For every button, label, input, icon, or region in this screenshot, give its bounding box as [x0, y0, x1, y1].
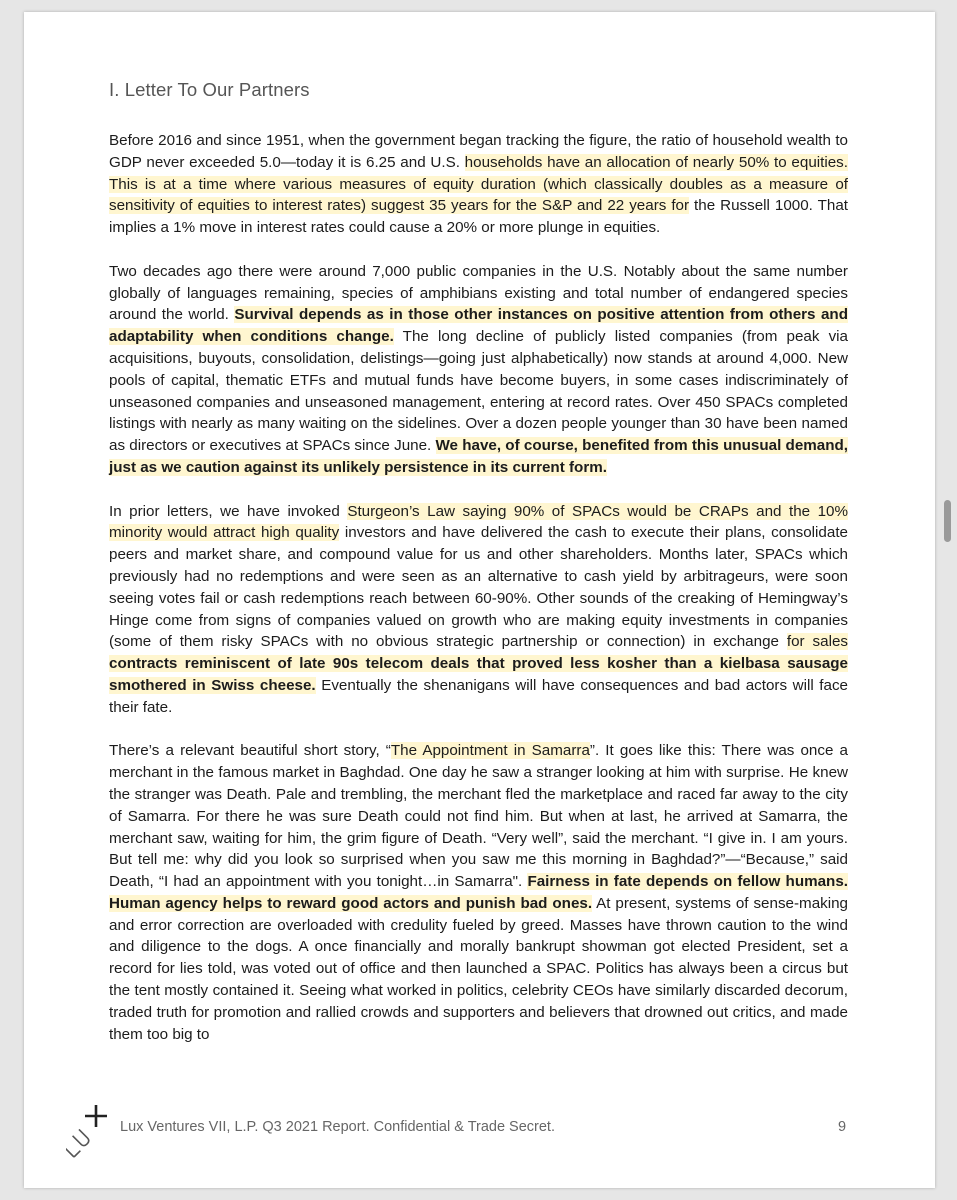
p4-highlight-1: The Appointment in Samarra [390, 742, 590, 760]
p1-text-2: the Russell 1000. That implies a 1% move in interest rates could cause a 20% or more plunge in equities. [109, 197, 848, 237]
p3-text-2: investors and have delivered the cash to execute their plans, consolidate peers and market share, and compound value for us and other shareholders. Months later, SPACs which previously had no redemptions and were seen as an alternative to cash yield by arbitrageurs, were soon seeing votes fail or cash redemptions reach between 60-90%. Other sounds of the creaking of Hemingway’s Hinge come from signs of companies valued on growth who are making equity investments in companies (some of them risky SPACs with no obvious strategic partnership or connection) in exchange [109, 524, 848, 651]
paragraph-3 [109, 501, 848, 719]
letter-body [109, 130, 848, 1045]
paragraph-4 [109, 740, 848, 1045]
document-page [24, 12, 935, 1188]
p2-text-2: The long decline of publicly listed companies [393, 328, 733, 346]
p2-text-1: Two decades ago there were around 7,000 public companies in the U.S. Notably about the same number globally of languages remaining, species of amphibians existing and total number of endangered species around the world. [109, 262, 848, 324]
p3-highlight-1: Sturgeon’s Law saying 90% of SPACs would be CRAPs and the 10% minority would attract high quality [109, 502, 848, 542]
p4-bold-1: Fairness in fate depends on fellow humans. Human agency helps to reward good actors and punish bad ones. [109, 873, 848, 912]
p1-text-1: Before 2016 and since 1951, when the government began tracking the figure, the ratio of household wealth to GDP never exceeded 5.0—today it is 6.25 and U.S. [109, 132, 848, 171]
section-title: I. Letter To Our Partners [109, 79, 310, 100]
p2-bold-1: Survival depends as in those other instances on positive attention from others and adaptability when conditions change. [109, 306, 848, 346]
p4-text-2: ”. It goes like this: There was once a merchant in the famous market in Baghdad. One day he saw a stranger looking at him with surprise. He knew the stranger was Death. Pale and trembling, the merchant fled the marketplace and raced far away to the city of Samarra. For there he was sure Death could not find him. But when at last, he arrived at Samarra, the merchant saw, waiting for him, the grim figure of Death. “Very well”, said the merchant. “I give in. I am yours. But tell me: why did you look so surprised when you saw me this morning in Baghdad?”—“Because,” said Death, “I had an appointment with you tonight…in Samarra". [109, 742, 848, 891]
p3-text-1: In prior letters, we have invoked [109, 502, 348, 520]
footer-text: Lux Ventures VII, L.P. Q3 2021 Report. Confidential & Trade Secret. [120, 1119, 555, 1135]
p2-bold-2: We have, of course, benefited from this unusual demand, just as we caution against its unlikely persistence in its current form. [109, 437, 848, 476]
scrollbar-thumb[interactable] [944, 500, 951, 542]
paragraph-2 [109, 261, 848, 479]
p2-text-3: (from peak via acquisitions, buyouts, consolidation, delistings—going just alphabetically) now stands at around 4,000. New pools of capital, thematic ETFs and mutual funds have become buyers, in some cases indiscriminately of unseasoned companies and unseasoned management, entering at record rates. Over 450 SPACs completed listings with nearly as many waiting on the sidelines. Over a dozen people younger than 30 have been named as directors or executives at SPACs since June. [109, 328, 848, 455]
p4-text-3: At present, systems of sense-making and error correction are overloaded with credulity fueled by greed. Masses have thrown caution to the wind and diligence to the dogs. A once financially and morally bankrupt showman got elected President, set a record for lies told, was voted out of office and then launched a SPAC. Politics has always been a circus but the tent mostly contained it. Seeing what worked in politics, celebrity CEOs have similarly discarded decorum, traded truth for promotion and rallied crowds and supporters and believers that drowned out critics, and made them too big to [109, 894, 849, 1043]
paragraph-1 [109, 130, 848, 239]
p1-highlight-1: households have an allocation of nearly 50% to equities. This is at a time where various measures of equity duration (which classically doubles as a measure of sensitivity of equities to interest rates) suggest 35 years for the S&P and 22 years for [109, 153, 848, 215]
p3-highlight-2: for sales [786, 633, 848, 651]
lux-logo-icon [66, 1097, 126, 1167]
p3-text-3: Eventually the shenanigans will have consequences and bad actors will face their fate. [109, 676, 848, 716]
p4-text-1: There’s a relevant beautiful short story, “ [109, 742, 391, 760]
p3-bold-1: contracts reminiscent of late 90s telecom deals that proved less kosher than a kielbasa sausage smothered in Swiss cheese. [109, 655, 848, 694]
page-number: 9 [838, 1119, 847, 1135]
